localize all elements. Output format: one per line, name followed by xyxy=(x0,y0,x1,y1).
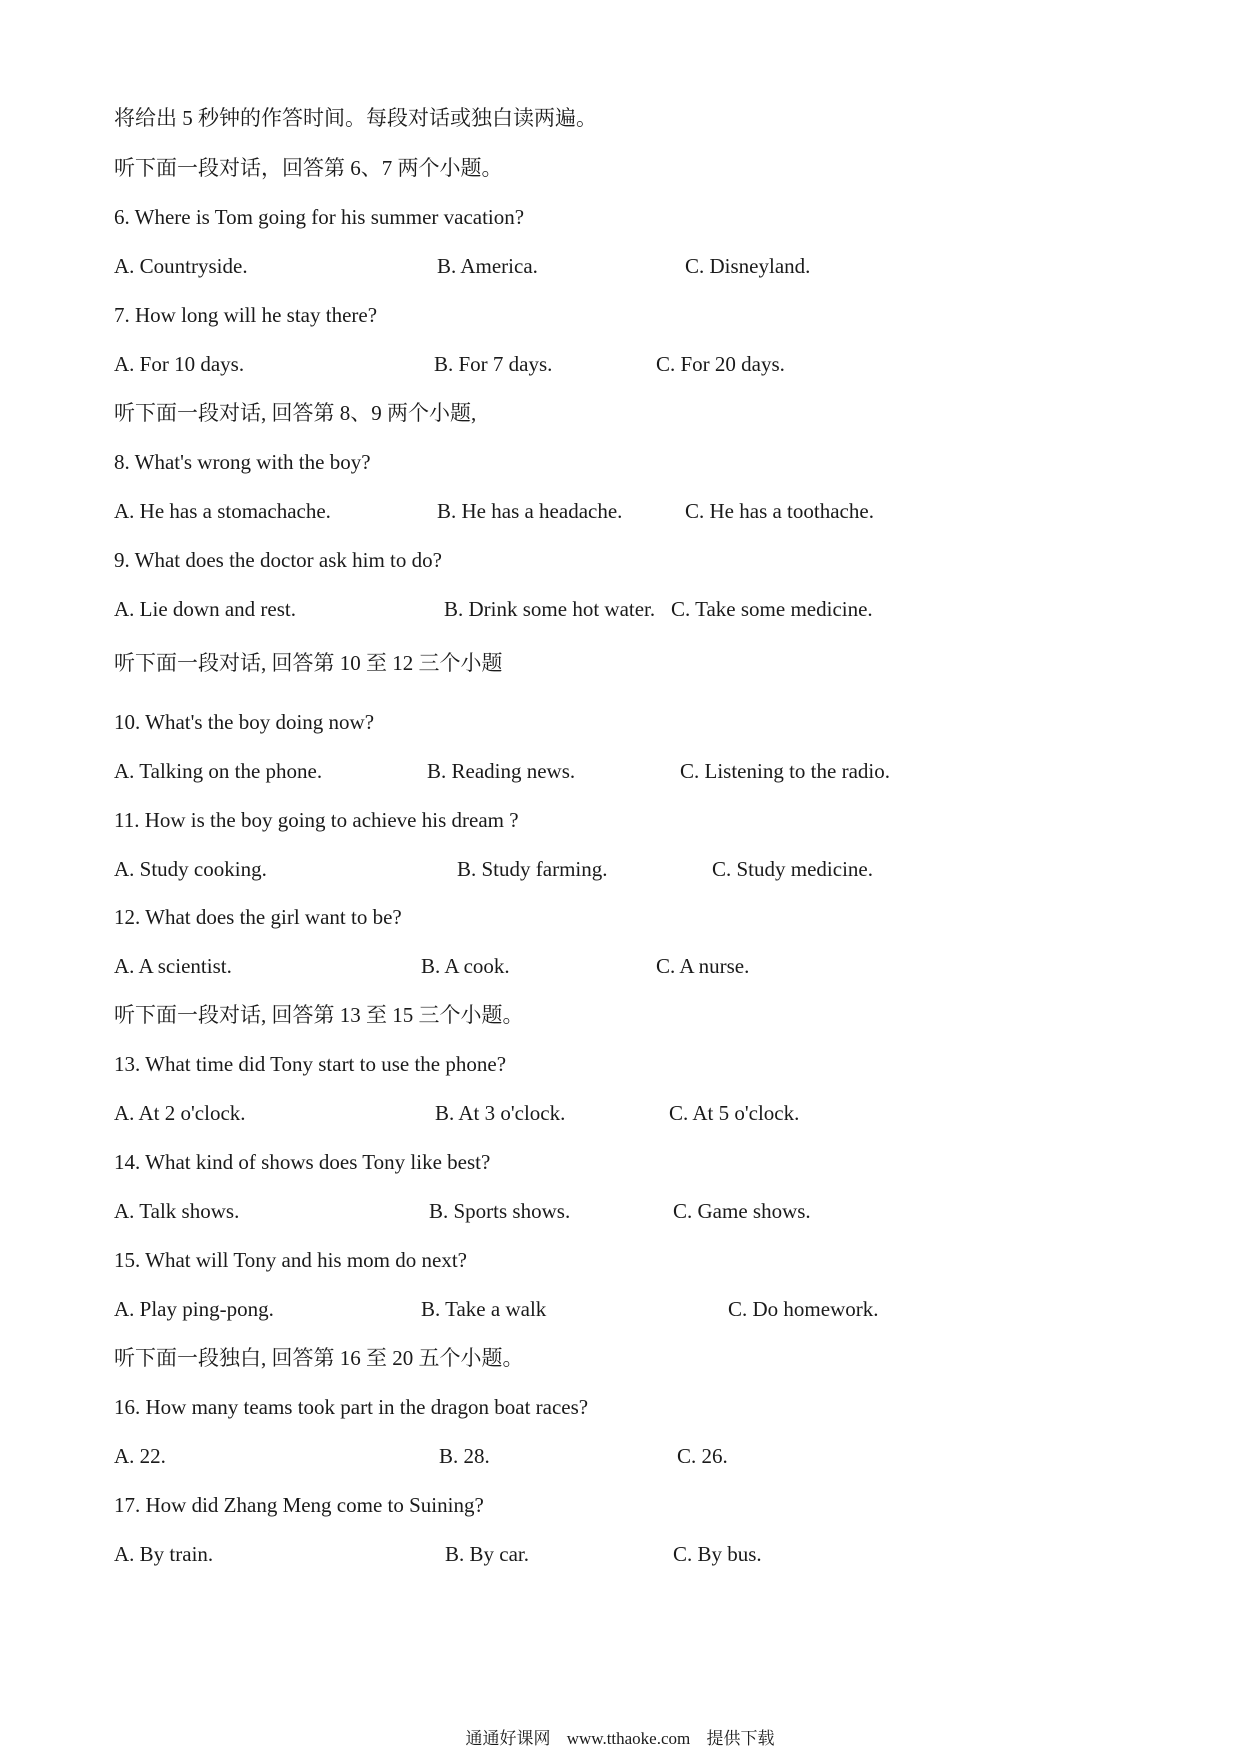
question-14-option-c: C. Game shows. xyxy=(673,1199,811,1223)
question-15-option-c: C. Do homework. xyxy=(728,1297,879,1321)
question-9-option-b: B. Drink some hot water. xyxy=(444,597,656,621)
question-9: 9. What does the doctor ask him to do? xyxy=(114,548,442,572)
question-13-option-a: A. At 2 o'clock. xyxy=(114,1101,246,1125)
instruction-text: 将给出 5 秒钟的作答时间。每段对话或独白读两遍。 xyxy=(114,106,597,130)
question-16-option-b: B. 28. xyxy=(439,1444,490,1468)
question-16: 16. How many teams took part in the dragon boat races? xyxy=(114,1395,589,1419)
question-13: 13. What time did Tony start to use the phone? xyxy=(114,1052,507,1076)
question-7: 7. How long will he stay there? xyxy=(114,303,378,327)
section-heading-10-12: 听下面一段对话, 回答第 10 至 12 三个小题 xyxy=(114,651,503,675)
question-12: 12. What does the girl want to be? xyxy=(114,905,402,929)
question-13-option-c: C. At 5 o'clock. xyxy=(669,1101,800,1125)
question-17: 17. How did Zhang Meng come to Suining? xyxy=(114,1493,484,1517)
question-9-option-c: C. Take some medicine. xyxy=(671,597,873,621)
question-17-option-b: B. By car. xyxy=(445,1542,529,1566)
question-8-option-b: B. He has a headache. xyxy=(437,499,623,523)
question-6: 6. Where is Tom going for his summer vacation? xyxy=(114,205,525,229)
question-6-option-b: B. America. xyxy=(437,254,538,278)
question-7-option-b: B. For 7 days. xyxy=(434,352,553,376)
section-heading-13-15: 听下面一段对话, 回答第 13 至 15 三个小题。 xyxy=(114,1003,524,1027)
question-8-option-a: A. He has a stomachache. xyxy=(114,499,331,523)
question-14-option-a: A. Talk shows. xyxy=(114,1199,240,1223)
question-11-option-b: B. Study farming. xyxy=(457,857,608,881)
question-11: 11. How is the boy going to achieve his dream ? xyxy=(114,808,519,832)
question-6-option-c: C. Disneyland. xyxy=(685,254,811,278)
question-9-option-a: A. Lie down and rest. xyxy=(114,597,296,621)
question-8-option-c: C. He has a toothache. xyxy=(685,499,874,523)
question-7-option-c: C. For 20 days. xyxy=(656,352,785,376)
section-heading-16-20: 听下面一段独白, 回答第 16 至 20 五个小题。 xyxy=(114,1346,524,1370)
question-14: 14. What kind of shows does Tony like best? xyxy=(114,1150,491,1174)
question-13-option-b: B. At 3 o'clock. xyxy=(435,1101,566,1125)
footer-note: 提供下载 xyxy=(706,1729,775,1748)
page-footer xyxy=(0,1728,1240,1750)
question-17-option-c: C. By bus. xyxy=(673,1542,762,1566)
question-15-option-b: B. Take a walk xyxy=(421,1297,547,1321)
question-11-option-c: C. Study medicine. xyxy=(712,857,873,881)
section-heading-6-7: 听下面一段对话，回答第 6、7 两个小题。 xyxy=(114,156,503,180)
question-10: 10. What's the boy doing now? xyxy=(114,710,375,734)
question-14-option-b: B. Sports shows. xyxy=(429,1199,571,1223)
question-15-option-a: A. Play ping-pong. xyxy=(114,1297,274,1321)
question-17-option-a: A. By train. xyxy=(114,1542,214,1566)
question-10-option-c: C. Listening to the radio. xyxy=(680,759,890,783)
question-6-option-a: A. Countryside. xyxy=(114,254,248,278)
question-10-option-a: A. Talking on the phone. xyxy=(114,759,323,783)
section-heading-8-9: 听下面一段对话, 回答第 8、9 两个小题, xyxy=(114,401,477,425)
question-12-option-b: B. A cook. xyxy=(421,954,510,978)
question-12-option-c: C. A nurse. xyxy=(656,954,750,978)
question-11-option-a: A. Study cooking. xyxy=(114,857,267,881)
footer-url[interactable]: www.tthaoke.com xyxy=(566,1729,691,1748)
question-15: 15. What will Tony and his mom do next? xyxy=(114,1248,467,1272)
footer-site-name: 通通好课网 xyxy=(465,1729,551,1748)
question-12-option-a: A. A scientist. xyxy=(114,954,232,978)
question-16-option-a: A. 22. xyxy=(114,1444,166,1468)
question-7-option-a: A. For 10 days. xyxy=(114,352,245,376)
question-8: 8. What's wrong with the boy? xyxy=(114,450,371,474)
question-16-option-c: C. 26. xyxy=(677,1444,728,1468)
question-10-option-b: B. Reading news. xyxy=(427,759,576,783)
